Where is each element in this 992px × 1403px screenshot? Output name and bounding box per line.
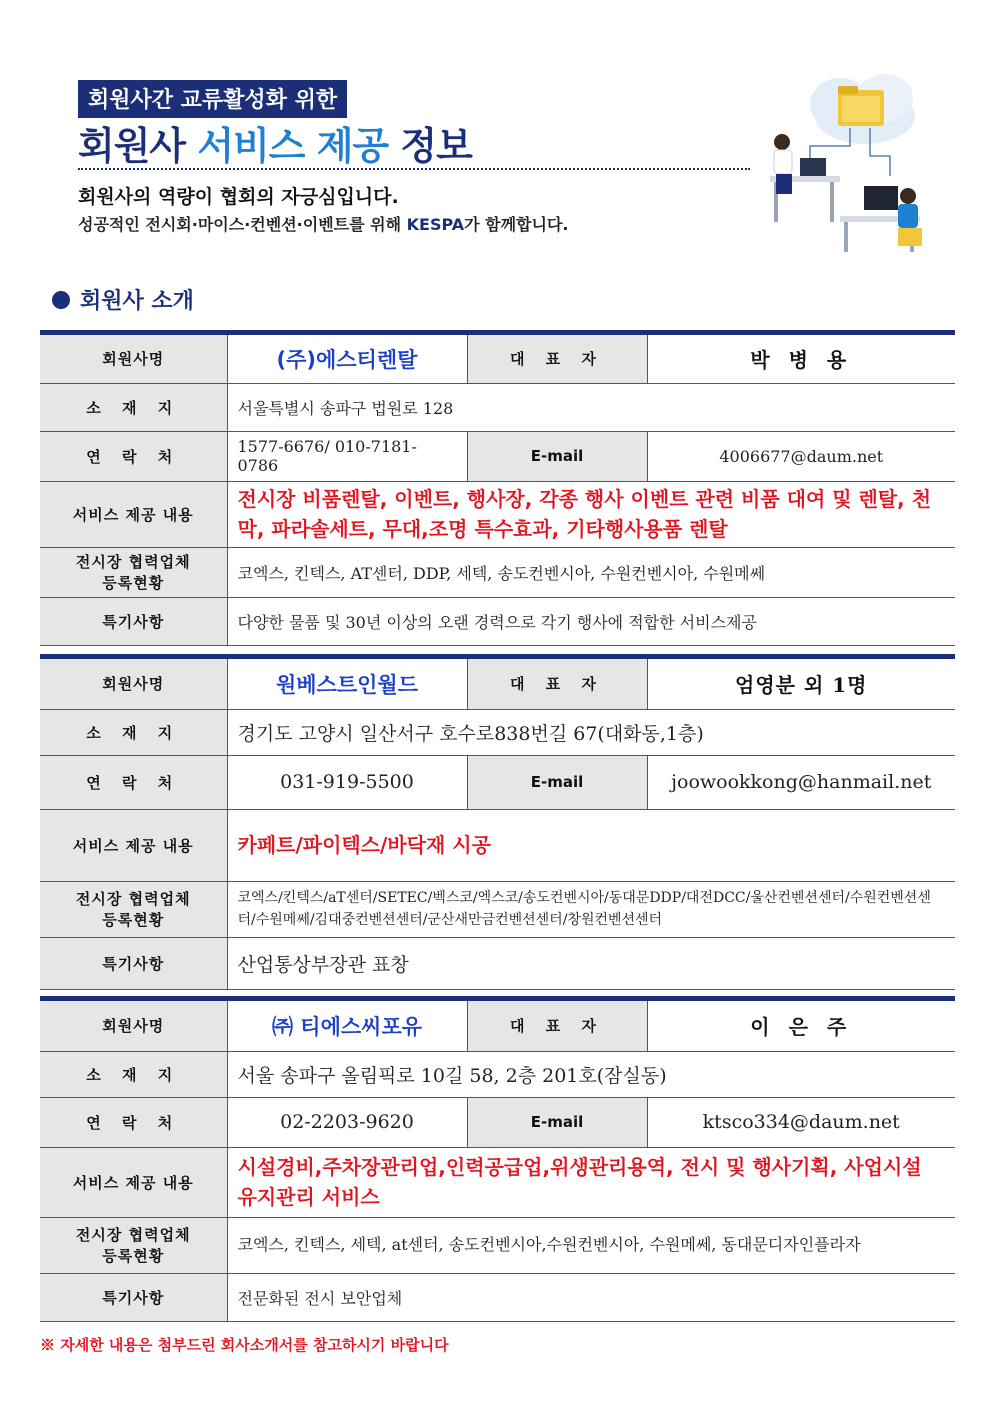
label-email: E-mail: [467, 1097, 647, 1147]
service-value: 카페트/파이텍스/바닥재 시공: [227, 809, 955, 881]
bullet-icon: [52, 291, 70, 309]
ceo-name: 엄영분 외 1명: [647, 659, 955, 709]
email-value: 4006677@daum.net: [647, 431, 955, 481]
label-partner: [40, 547, 227, 597]
section-title: [52, 284, 194, 315]
notes-value: 전문화된 전시 보안업체: [227, 1273, 955, 1321]
label-member-name: 회원사명: [40, 335, 227, 383]
label-service: 서비스 제공 내용: [40, 1147, 227, 1217]
label-partner-line2: 등록현황: [102, 911, 165, 929]
ceo-name: 박 병 용: [647, 335, 955, 383]
notes-value: 산업통상부장관 표창: [227, 937, 955, 989]
member-card-3: [40, 996, 955, 1322]
header: [78, 80, 758, 240]
address-value: 서울 송파구 올림픽로 10길 58, 2층 201호(잠실동): [227, 1051, 955, 1097]
label-partner-line1: 전시장 협력업체: [75, 890, 191, 908]
service-value: 전시장 비품렌탈, 이벤트, 행사장, 각종 행사 이벤트 관련 비품 대여 및 렌탈, 천막, 파라솔세트, 무대,조명 특수효과, 기타행사용품 렌탈: [227, 481, 955, 547]
phone-value: 02-2203-9620: [227, 1097, 467, 1147]
title-part2: 정보: [388, 124, 472, 168]
dotted-divider: [78, 168, 750, 170]
kespa-text: KESPA: [406, 215, 465, 234]
label-email: E-mail: [467, 431, 647, 481]
label-partner-line1: 전시장 협력업체: [75, 553, 191, 571]
label-contact: 연 락 처: [40, 1097, 227, 1147]
partners-value: 코엑스, 킨텍스, AT센터, DDP, 세텍, 송도컨벤시아, 수원컨벤시아, 수원메쎄: [227, 547, 955, 597]
member-card-2: [40, 654, 955, 990]
label-partner: [40, 881, 227, 937]
slogan-secondary: [78, 212, 569, 235]
label-email: E-mail: [467, 755, 647, 809]
address-value: 경기도 고양시 일산서구 호수로838번길 67(대화동,1층): [227, 709, 955, 755]
label-notes: 특기사항: [40, 1273, 227, 1321]
label-partner-line2: 등록현황: [102, 574, 165, 592]
address-value: 서울특별시 송파구 법원로 128: [227, 383, 955, 431]
title-highlight: 서비스 제공: [197, 124, 389, 168]
phone-value: 1577-6676/ 010-7181-0786: [227, 431, 467, 481]
label-address: 소 재 지: [40, 383, 227, 431]
page-title: [78, 124, 758, 168]
label-contact: 연 락 처: [40, 755, 227, 809]
label-member-name: 회원사명: [40, 659, 227, 709]
label-ceo: 대 표 자: [467, 1001, 647, 1051]
ceo-name: 이 은 주: [647, 1001, 955, 1051]
label-service: 서비스 제공 내용: [40, 481, 227, 547]
label-ceo: 대 표 자: [467, 659, 647, 709]
footnote: ※ 자세한 내용은 첨부드린 회사소개서를 참고하시기 바랍니다: [40, 1336, 449, 1354]
label-contact: 연 락 처: [40, 431, 227, 481]
member-name: 원베스트인월드: [227, 659, 467, 709]
label-partner-line2: 등록현황: [102, 1247, 165, 1265]
title-part1: 회원사: [78, 124, 198, 168]
section-title-text: 회원사 소개: [80, 289, 194, 314]
office-illustration-icon: [760, 66, 930, 256]
label-notes: 특기사항: [40, 597, 227, 645]
label-ceo: 대 표 자: [467, 335, 647, 383]
header-subtitle: 회원사간 교류활성화 위한: [78, 80, 347, 118]
label-service: 서비스 제공 내용: [40, 809, 227, 881]
label-member-name: 회원사명: [40, 1001, 227, 1051]
slogan: 회원사의 역량이 협회의 자긍심입니다.: [78, 186, 399, 208]
partners-value: 코엑스/킨텍스/aT센터/SETEC/벡스코/엑스코/송도컨벤시아/동대문DDP/대전DCC/울산컨벤션센터/수원컨벤션센터/수원메쎄/김대중컨벤션센터/군산새만금컨벤션센터/창원컨벤션센터: [227, 881, 955, 937]
service-value: 시설경비,주차장관리업,인력공급업,위생관리용역, 전시 및 행사기획, 사업시설 유지관리 서비스: [227, 1147, 955, 1217]
notes-value: 다양한 물품 및 30년 이상의 오랜 경력으로 각기 행사에 적합한 서비스제공: [227, 597, 955, 645]
label-partner: [40, 1217, 227, 1273]
slogan2-pre: 성공적인 전시회·마이스·컨벤션·이벤트를 위해: [78, 215, 407, 234]
slogan2-post: 가 함께합니다.: [464, 215, 569, 234]
label-address: 소 재 지: [40, 1051, 227, 1097]
label-notes: 특기사항: [40, 937, 227, 989]
email-value: joowookkong@hanmail.net: [647, 755, 955, 809]
member-card-1: [40, 330, 955, 646]
partners-value: 코엑스, 킨텍스, 세텍, at센터, 송도컨벤시아,수원컨벤시아, 수원메쎄, 동대문디자인플라자: [227, 1217, 955, 1273]
phone-value: 031-919-5500: [227, 755, 467, 809]
member-name: ㈜ 티에스씨포유: [227, 1001, 467, 1051]
email-value: ktsco334@daum.net: [647, 1097, 955, 1147]
member-name: (주)에스티렌탈: [227, 335, 467, 383]
label-partner-line1: 전시장 협력업체: [75, 1226, 191, 1244]
label-address: 소 재 지: [40, 709, 227, 755]
